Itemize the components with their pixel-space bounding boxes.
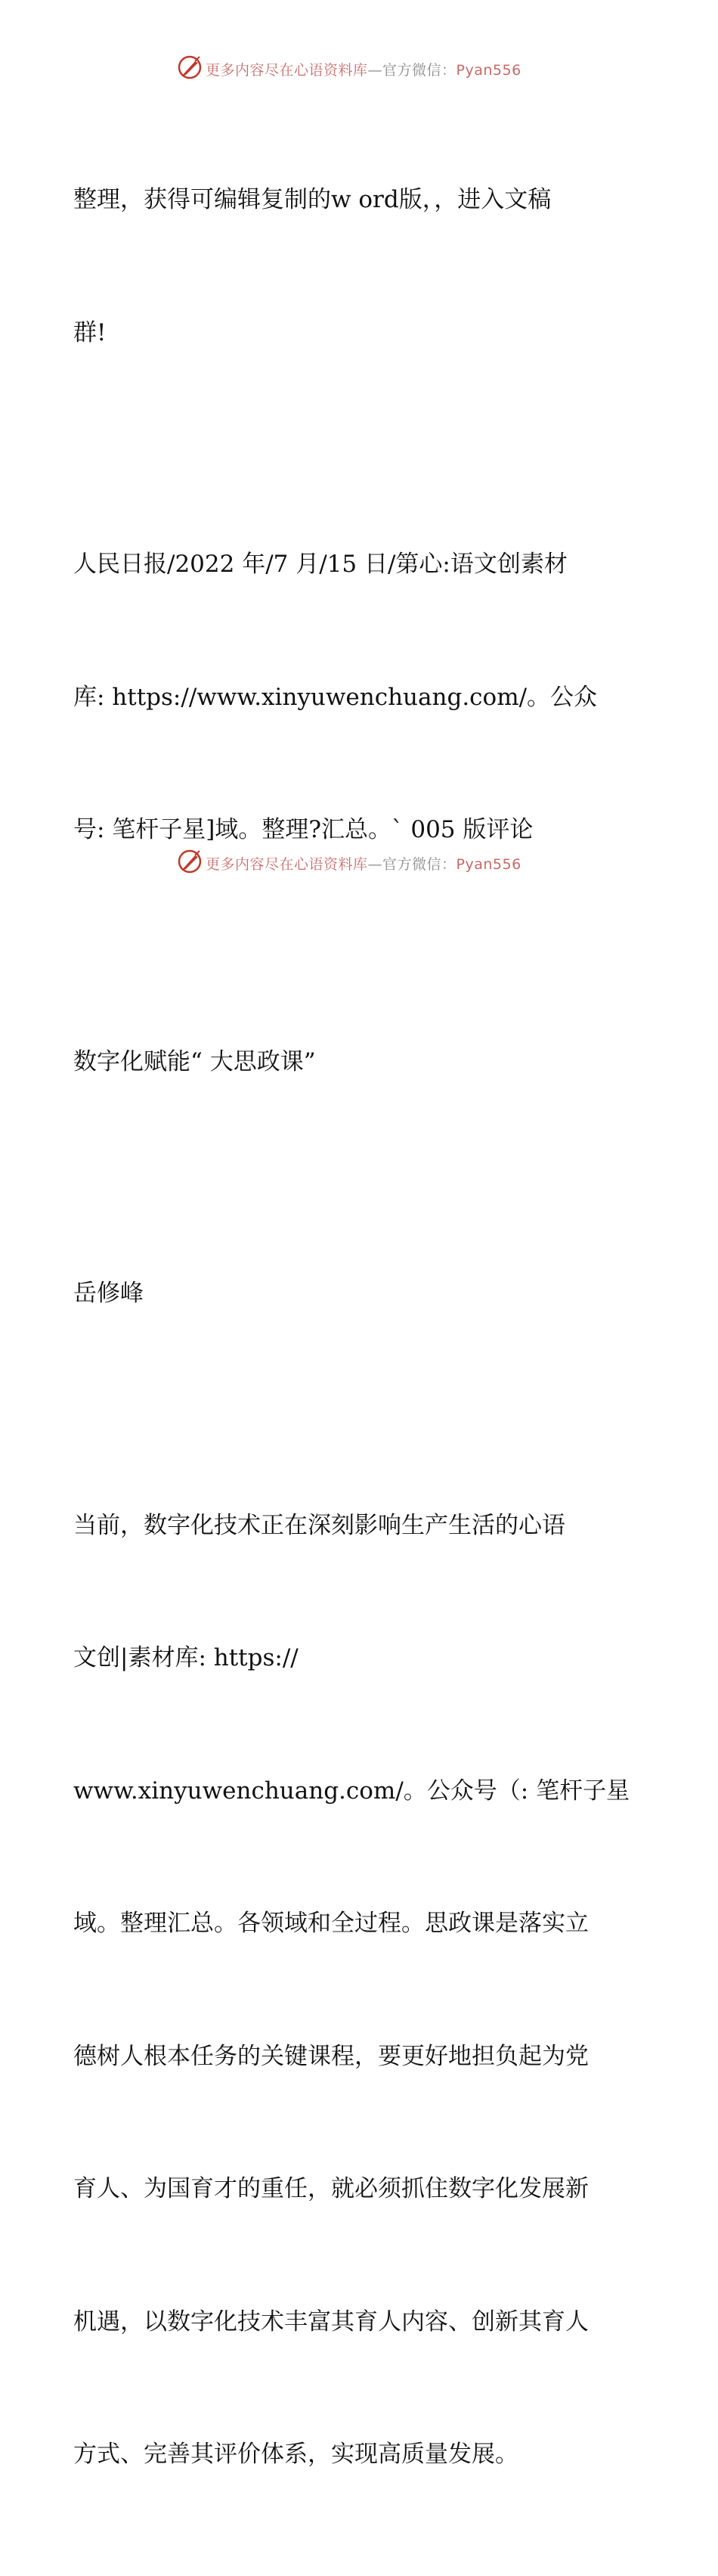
main-line: www.xinyuwenchuang.com/。公众号（: 笔杆子星 [73,1777,630,1805]
intro-line: 整理，获得可编辑复制的w ord版，，进入文稿 [73,186,552,213]
header-watermark [0,53,718,83]
author-line: 岳修峰 [73,1280,144,1307]
source-line: 库: https://www.xinyuwenchuang.com/。公众 [73,683,598,711]
watermark-slogan: 更多内容尽在心语资料库 [206,856,368,873]
main-line: 德树人根本任务的关键课程，要更好地担负起为党 [73,2042,589,2070]
quill-pen-logo-icon [177,849,203,874]
main-paragraph [73,1415,648,2565]
watermark-separator: — [367,856,383,873]
watermark-text [206,853,521,874]
intro-paragraph [73,89,648,443]
main-line: 育人、为国育才的重任，就必须抓住数字化发展新 [73,2175,589,2202]
watermark-wechat-label: 官方微信： [382,62,456,79]
intro-line: 群! [73,318,107,346]
quill-pen-logo-icon [177,54,203,80]
article-author [73,1183,648,1404]
article-title [73,951,648,1173]
source-line: 人民日报/2022 年/7 月/15 日/第心:语文创素材 [73,551,568,578]
main-line: 方式、完善其评价体系，实现高质量发展。 [73,2441,518,2468]
main-line: 文创|素材库: https:// [73,1644,299,1671]
watermark-wechat-label: 官方微信： [382,856,456,873]
title-line: 数字化赋能“ 大思政课” [73,1047,316,1075]
footer-watermark [0,847,718,877]
watermark-separator: — [367,62,383,79]
watermark-wechat-id: Pyan556 [456,856,521,873]
main-line: 当前，数字化技术正在深刻影响生产生活的心语 [73,1511,565,1539]
document-body [73,89,648,2576]
watermark-text [206,59,521,79]
watermark-slogan: 更多内容尽在心语资料库 [206,62,368,79]
main-line: 机遇，以数字化技术丰富其育人内容、创新其育人 [73,2308,589,2335]
source-line: 号: 笔杆子星]域。整理?汇总。` 005 版评论 [73,816,534,843]
main-line: 域。整理汇总。各领域和全过程。思政课是落实立 [73,1910,589,1937]
watermark-wechat-id: Pyan556 [456,62,521,79]
